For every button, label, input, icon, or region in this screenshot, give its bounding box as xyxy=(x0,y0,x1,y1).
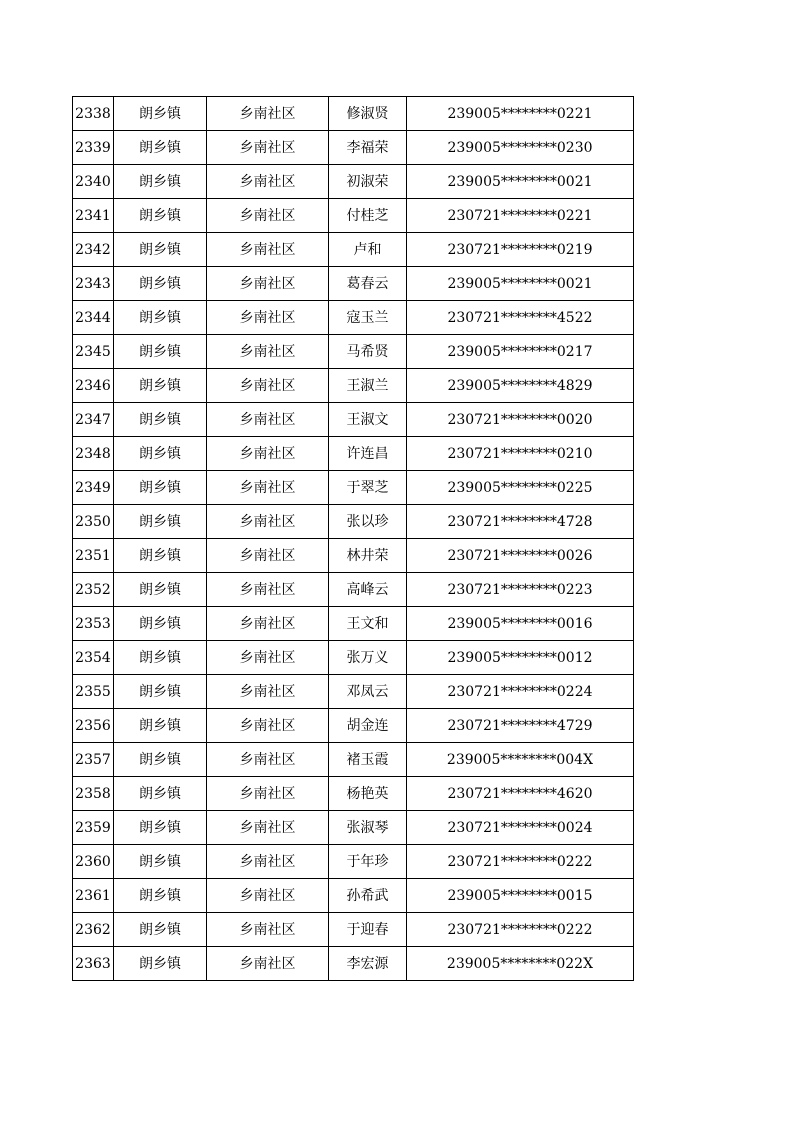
row-number-cell: 2341 xyxy=(73,199,114,233)
table-row xyxy=(73,879,634,913)
row-number-cell: 2344 xyxy=(73,301,114,335)
person-name-cell: 杨艳英 xyxy=(329,777,407,811)
community-cell: 乡南社区 xyxy=(207,743,329,777)
person-name-cell: 许连昌 xyxy=(329,437,407,471)
table-row xyxy=(73,913,634,947)
community-cell: 乡南社区 xyxy=(207,913,329,947)
row-number-cell: 2350 xyxy=(73,505,114,539)
town-cell: 朗乡镇 xyxy=(114,505,207,539)
id-number-cell: 230721********0219 xyxy=(407,233,634,267)
table-row xyxy=(73,607,634,641)
town-cell: 朗乡镇 xyxy=(114,709,207,743)
table-row xyxy=(73,641,634,675)
row-number-cell: 2348 xyxy=(73,437,114,471)
id-number-cell: 230721********4620 xyxy=(407,777,634,811)
id-number-cell: 239005********0015 xyxy=(407,879,634,913)
table-row xyxy=(73,403,634,437)
id-number-cell: 239005********022X xyxy=(407,947,634,981)
id-number-cell: 230721********4729 xyxy=(407,709,634,743)
table-row xyxy=(73,471,634,505)
person-name-cell: 高峰云 xyxy=(329,573,407,607)
row-number-cell: 2360 xyxy=(73,845,114,879)
town-cell: 朗乡镇 xyxy=(114,471,207,505)
person-name-cell: 于翠芝 xyxy=(329,471,407,505)
row-number-cell: 2352 xyxy=(73,573,114,607)
table-row xyxy=(73,675,634,709)
person-name-cell: 褚玉霞 xyxy=(329,743,407,777)
id-number-cell: 230721********0210 xyxy=(407,437,634,471)
id-number-cell: 239005********0021 xyxy=(407,165,634,199)
town-cell: 朗乡镇 xyxy=(114,165,207,199)
id-number-cell: 239005********0021 xyxy=(407,267,634,301)
row-number-cell: 2346 xyxy=(73,369,114,403)
roster-table-body xyxy=(73,97,634,981)
community-cell: 乡南社区 xyxy=(207,437,329,471)
table-row xyxy=(73,845,634,879)
town-cell: 朗乡镇 xyxy=(114,131,207,165)
town-cell: 朗乡镇 xyxy=(114,539,207,573)
community-cell: 乡南社区 xyxy=(207,573,329,607)
row-number-cell: 2351 xyxy=(73,539,114,573)
community-cell: 乡南社区 xyxy=(207,607,329,641)
row-number-cell: 2342 xyxy=(73,233,114,267)
row-number-cell: 2363 xyxy=(73,947,114,981)
person-name-cell: 马希贤 xyxy=(329,335,407,369)
table-row xyxy=(73,777,634,811)
town-cell: 朗乡镇 xyxy=(114,811,207,845)
person-name-cell: 胡金连 xyxy=(329,709,407,743)
community-cell: 乡南社区 xyxy=(207,403,329,437)
person-name-cell: 邓凤云 xyxy=(329,675,407,709)
person-name-cell: 张万义 xyxy=(329,641,407,675)
community-cell: 乡南社区 xyxy=(207,165,329,199)
community-cell: 乡南社区 xyxy=(207,233,329,267)
community-cell: 乡南社区 xyxy=(207,641,329,675)
person-name-cell: 寇玉兰 xyxy=(329,301,407,335)
row-number-cell: 2361 xyxy=(73,879,114,913)
person-name-cell: 修淑贤 xyxy=(329,97,407,131)
community-cell: 乡南社区 xyxy=(207,131,329,165)
town-cell: 朗乡镇 xyxy=(114,913,207,947)
town-cell: 朗乡镇 xyxy=(114,403,207,437)
id-number-cell: 239005********0230 xyxy=(407,131,634,165)
row-number-cell: 2339 xyxy=(73,131,114,165)
table-row xyxy=(73,267,634,301)
person-name-cell: 于年珍 xyxy=(329,845,407,879)
id-number-cell: 239005********004X xyxy=(407,743,634,777)
community-cell: 乡南社区 xyxy=(207,199,329,233)
row-number-cell: 2355 xyxy=(73,675,114,709)
row-number-cell: 2343 xyxy=(73,267,114,301)
id-number-cell: 230721********0224 xyxy=(407,675,634,709)
table-row xyxy=(73,743,634,777)
id-number-cell: 230721********0222 xyxy=(407,845,634,879)
table-row xyxy=(73,947,634,981)
town-cell: 朗乡镇 xyxy=(114,335,207,369)
person-name-cell: 王淑文 xyxy=(329,403,407,437)
id-number-cell: 230721********0026 xyxy=(407,539,634,573)
person-name-cell: 孙希武 xyxy=(329,879,407,913)
id-number-cell: 230721********0221 xyxy=(407,199,634,233)
town-cell: 朗乡镇 xyxy=(114,97,207,131)
id-number-cell: 239005********0225 xyxy=(407,471,634,505)
row-number-cell: 2349 xyxy=(73,471,114,505)
person-name-cell: 张淑琴 xyxy=(329,811,407,845)
id-number-cell: 239005********0012 xyxy=(407,641,634,675)
person-name-cell: 林井荣 xyxy=(329,539,407,573)
community-cell: 乡南社区 xyxy=(207,811,329,845)
community-cell: 乡南社区 xyxy=(207,471,329,505)
table-row xyxy=(73,539,634,573)
town-cell: 朗乡镇 xyxy=(114,369,207,403)
table-row xyxy=(73,97,634,131)
table-row xyxy=(73,573,634,607)
town-cell: 朗乡镇 xyxy=(114,777,207,811)
town-cell: 朗乡镇 xyxy=(114,301,207,335)
person-name-cell: 付桂芝 xyxy=(329,199,407,233)
row-number-cell: 2356 xyxy=(73,709,114,743)
table-row xyxy=(73,709,634,743)
table-row xyxy=(73,811,634,845)
person-name-cell: 卢和 xyxy=(329,233,407,267)
person-name-cell: 李福荣 xyxy=(329,131,407,165)
id-number-cell: 230721********4728 xyxy=(407,505,634,539)
person-name-cell: 初淑荣 xyxy=(329,165,407,199)
town-cell: 朗乡镇 xyxy=(114,641,207,675)
community-cell: 乡南社区 xyxy=(207,845,329,879)
town-cell: 朗乡镇 xyxy=(114,743,207,777)
table-row xyxy=(73,301,634,335)
row-number-cell: 2338 xyxy=(73,97,114,131)
table-row xyxy=(73,335,634,369)
id-number-cell: 230721********4522 xyxy=(407,301,634,335)
community-cell: 乡南社区 xyxy=(207,709,329,743)
community-cell: 乡南社区 xyxy=(207,539,329,573)
id-number-cell: 230721********0020 xyxy=(407,403,634,437)
person-name-cell: 葛春云 xyxy=(329,267,407,301)
person-name-cell: 李宏源 xyxy=(329,947,407,981)
table-row xyxy=(73,505,634,539)
community-cell: 乡南社区 xyxy=(207,97,329,131)
row-number-cell: 2354 xyxy=(73,641,114,675)
community-cell: 乡南社区 xyxy=(207,335,329,369)
community-cell: 乡南社区 xyxy=(207,675,329,709)
row-number-cell: 2359 xyxy=(73,811,114,845)
id-number-cell: 239005********0217 xyxy=(407,335,634,369)
row-number-cell: 2345 xyxy=(73,335,114,369)
id-number-cell: 239005********0221 xyxy=(407,97,634,131)
person-name-cell: 王文和 xyxy=(329,607,407,641)
community-cell: 乡南社区 xyxy=(207,777,329,811)
id-number-cell: 230721********0223 xyxy=(407,573,634,607)
table-row xyxy=(73,369,634,403)
row-number-cell: 2340 xyxy=(73,165,114,199)
id-number-cell: 230721********0222 xyxy=(407,913,634,947)
town-cell: 朗乡镇 xyxy=(114,573,207,607)
community-cell: 乡南社区 xyxy=(207,879,329,913)
town-cell: 朗乡镇 xyxy=(114,607,207,641)
town-cell: 朗乡镇 xyxy=(114,267,207,301)
community-cell: 乡南社区 xyxy=(207,947,329,981)
row-number-cell: 2358 xyxy=(73,777,114,811)
town-cell: 朗乡镇 xyxy=(114,199,207,233)
town-cell: 朗乡镇 xyxy=(114,845,207,879)
community-cell: 乡南社区 xyxy=(207,505,329,539)
table-row xyxy=(73,131,634,165)
community-cell: 乡南社区 xyxy=(207,267,329,301)
person-name-cell: 张以珍 xyxy=(329,505,407,539)
community-cell: 乡南社区 xyxy=(207,369,329,403)
table-row xyxy=(73,233,634,267)
row-number-cell: 2347 xyxy=(73,403,114,437)
town-cell: 朗乡镇 xyxy=(114,675,207,709)
town-cell: 朗乡镇 xyxy=(114,233,207,267)
row-number-cell: 2353 xyxy=(73,607,114,641)
id-number-cell: 239005********4829 xyxy=(407,369,634,403)
table-row xyxy=(73,165,634,199)
id-number-cell: 239005********0016 xyxy=(407,607,634,641)
person-name-cell: 于迎春 xyxy=(329,913,407,947)
town-cell: 朗乡镇 xyxy=(114,947,207,981)
row-number-cell: 2362 xyxy=(73,913,114,947)
table-row xyxy=(73,437,634,471)
table-row xyxy=(73,199,634,233)
person-name-cell: 王淑兰 xyxy=(329,369,407,403)
roster-table xyxy=(72,96,634,981)
town-cell: 朗乡镇 xyxy=(114,437,207,471)
community-cell: 乡南社区 xyxy=(207,301,329,335)
id-number-cell: 230721********0024 xyxy=(407,811,634,845)
row-number-cell: 2357 xyxy=(73,743,114,777)
town-cell: 朗乡镇 xyxy=(114,879,207,913)
